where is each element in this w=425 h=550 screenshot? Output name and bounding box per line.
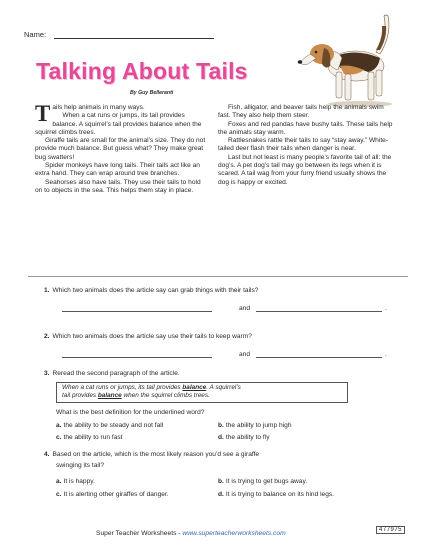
answer-line-1a[interactable] bbox=[62, 311, 212, 312]
question-2 bbox=[44, 333, 252, 341]
question-text: Which two animals does the article say can grab things with their tails? bbox=[52, 287, 259, 294]
name-label: Name: bbox=[24, 30, 47, 39]
section-divider bbox=[28, 276, 408, 277]
option-d[interactable] bbox=[218, 491, 334, 499]
option-text: It is happy. bbox=[63, 478, 95, 485]
footer bbox=[96, 530, 286, 537]
quote-text: when the squirrel climbs trees. bbox=[121, 392, 210, 400]
option-letter: d. bbox=[218, 434, 224, 441]
article-column-left bbox=[35, 101, 207, 195]
option-text: It is alerting other giraffes of danger. bbox=[63, 491, 169, 498]
option-text: the ability to run fast bbox=[63, 434, 123, 441]
quote-text: . A squirrel’s bbox=[206, 384, 241, 391]
name-field[interactable] bbox=[54, 38, 214, 39]
footer-brand: Super Teacher Worksheets - bbox=[96, 530, 183, 537]
answer-line-2b[interactable] bbox=[256, 357, 382, 358]
question-prompt: What is the best definition for the underlined word? bbox=[56, 409, 205, 416]
option-c[interactable] bbox=[56, 491, 169, 499]
paragraph: Seahorses also have tails. They use their tails to hold on to objects in the sea. This helps them stay in place. bbox=[35, 178, 201, 194]
question-number: 4. bbox=[44, 451, 50, 458]
footer-link[interactable]: www.superteacherworksheets.com bbox=[182, 530, 286, 537]
option-text: the ability to be steady and not fall bbox=[63, 422, 164, 429]
paragraph bbox=[35, 101, 207, 137]
question-number: 1. bbox=[44, 287, 50, 294]
option-letter: a. bbox=[56, 422, 62, 429]
article-byline: By Guy Belleranti bbox=[130, 90, 174, 96]
option-letter: c. bbox=[56, 491, 62, 498]
question-number: 2. bbox=[44, 333, 50, 340]
option-text: the ability to fly bbox=[225, 434, 270, 441]
option-a[interactable] bbox=[56, 478, 95, 486]
worksheet-code: 477975 bbox=[376, 526, 405, 534]
quote-box bbox=[56, 382, 348, 403]
answer-line-1b[interactable] bbox=[256, 311, 382, 312]
period-label: . bbox=[385, 351, 387, 358]
question-3 bbox=[44, 370, 180, 378]
paragraph: Giraffe tails are small for the animal’s size. They do not provide much balance. But guess what? They make great bug swatters! bbox=[35, 137, 206, 161]
option-d[interactable] bbox=[218, 434, 270, 442]
quote-text: When a cat runs or jumps, its tail provides bbox=[62, 384, 183, 391]
option-letter: b. bbox=[218, 478, 224, 485]
beagle-dog-illustration bbox=[284, 14, 409, 112]
option-b[interactable] bbox=[218, 478, 307, 486]
option-a[interactable] bbox=[56, 422, 163, 430]
paragraph: Foxes and red pandas have bushy tails. These tails help the animals stay warm. bbox=[218, 120, 393, 136]
article-title: Talking About Tails bbox=[36, 58, 248, 84]
question-text-continued: swinging its tail? bbox=[56, 462, 105, 469]
option-text: It is trying to get bugs away. bbox=[225, 478, 308, 485]
quote-text: tail provides bbox=[62, 392, 98, 400]
answer-line-2a[interactable] bbox=[62, 357, 212, 358]
question-number: 3. bbox=[44, 370, 50, 377]
paragraph: Last but not least is many people’s favorite tail of all: the dog’s. A pet dog’s tail may go between its legs when it is scared. A tail wag from your furry friend usually shows the dog is happy or excited. bbox=[218, 153, 392, 186]
paragraph: Rattlesnakes rattle their tails to say “stay away.” White-tailed deer flash their tails when danger is near. bbox=[218, 137, 389, 153]
period-label: . bbox=[385, 305, 387, 312]
option-b[interactable] bbox=[218, 422, 291, 430]
question-text: Reread the second paragraph of the article. bbox=[52, 370, 180, 377]
article-column-right bbox=[218, 104, 396, 187]
option-letter: a. bbox=[56, 478, 62, 485]
paragraph-text: When a cat runs or jumps, its tail provides balance. A squirrel’s tail provides balance when the squirrel climbs trees. bbox=[35, 112, 202, 136]
option-text: the ability to jump high bbox=[225, 422, 292, 429]
question-text: Which two animals does the article say use their tails to keep warm? bbox=[52, 333, 252, 340]
drop-cap: T bbox=[35, 101, 51, 126]
option-letter: c. bbox=[56, 434, 62, 441]
paragraph-text: ails help animals in many ways. bbox=[52, 104, 145, 111]
option-text: It is trying to balance on its hind legs. bbox=[225, 491, 334, 498]
option-letter: d. bbox=[218, 491, 224, 498]
underlined-word: balance bbox=[97, 392, 122, 400]
option-letter: b. bbox=[218, 422, 224, 429]
question-text: Based on the article, which is the most likely reason you’d see a giraffe bbox=[52, 451, 260, 458]
question-1 bbox=[44, 287, 258, 295]
and-label: and bbox=[239, 351, 251, 358]
paragraph: Spider monkeys have long tails. Their tails act like an extra hand. They can wrap around tree branches. bbox=[35, 162, 200, 178]
option-c[interactable] bbox=[56, 434, 123, 442]
underlined-word: balance bbox=[182, 384, 207, 391]
and-label: and bbox=[239, 305, 251, 312]
question-4 bbox=[44, 451, 259, 459]
paragraph: Fish, alligator, and beaver tails help the animals swim fast. They also help them steer. bbox=[218, 104, 384, 120]
